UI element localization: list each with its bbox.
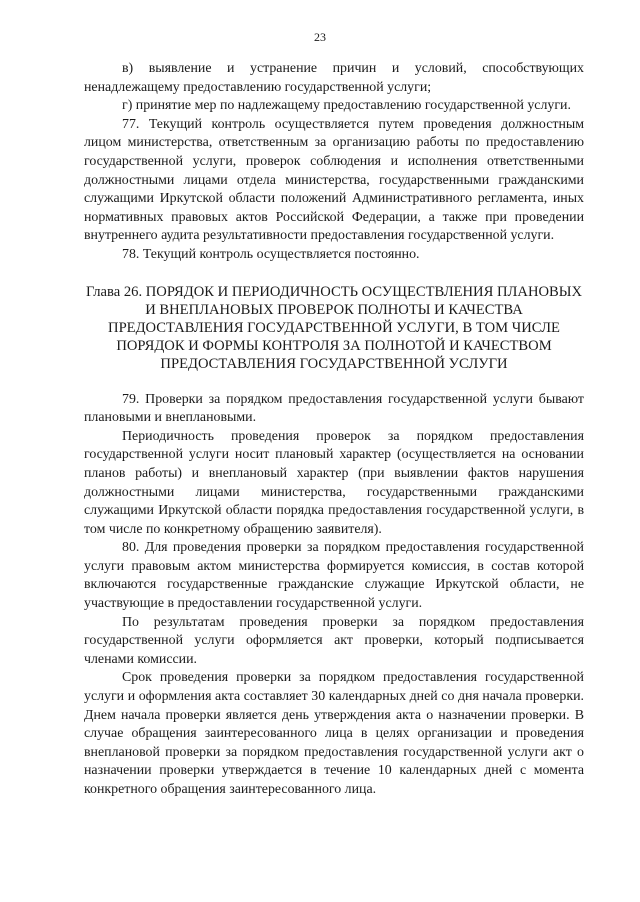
paragraph-79: 79. Проверки за порядком предоставления государственной услуги бывают плановыми и внеплановыми.: [84, 391, 584, 426]
paragraph-term: Срок проведения проверки за порядком предоставления государственной услуги и оформления акта составляет 30 календарных дней со дня начала проверки. Днем начала проверки является день утверждения акта о назначении проверки. В случае обращения заинтересованного лица в целях организации и проведения внеплановой проверки за порядком предоставления государственной услуги акт о назначении проверки утверждается в течение 10 календарных дней с момента конкретного обращения заинтересованного лица.: [84, 670, 584, 797]
paragraph-80: 80. Для проведения проверки за порядком предоставления государственной услуги правовым актом министерства формируется комиссия, в состав которой включаются государственные гражданские служащие Иркутской области, не участвующие в предоставлении государственной услуги.: [84, 540, 584, 612]
paragraph-results: По результатам проведения проверки за порядком предоставления государственной услуги оформляется акт проверки, который подписывается членами комиссии.: [84, 614, 584, 667]
document-body: [84, 60, 584, 800]
chapter-heading: Глава 26. ПОРЯДОК И ПЕРИОДИЧНОСТЬ ОСУЩЕСТВЛЕНИЯ ПЛАНОВЫХ И ВНЕПЛАНОВЫХ ПРОВЕРОК ПОЛНОТЫ И КАЧЕСТВА ПРЕДОСТАВЛЕНИЯ ГОСУДАРСТВЕННОЙ УСЛУГИ, В ТОМ ЧИСЛЕ ПОРЯДОК И ФОРМЫ КОНТРОЛЯ ЗА ПОЛНОТОЙ И КАЧЕСТВОМ ПРЕДОСТАВЛЕНИЯ ГОСУДАРСТВЕННОЙ УСЛУГИ: [85, 283, 583, 372]
paragraph-78: 78. Текущий контроль осуществляется постоянно.: [122, 246, 420, 262]
paragraph-v: в) выявление и устранение причин и условий, способствующих ненадлежащему предоставлению государственной услуги;: [84, 61, 584, 95]
paragraph-g: г) принятие мер по надлежащему предоставлению государственной услуги.: [122, 98, 571, 114]
paragraph-77: 77. Текущий контроль осуществляется путем проведения должностным лицом министерства, ответственным за организацию работы по предоставлению государственной услуги, проверок соблюдения и исполнения ответственными должностными лицами отдела министерства, государственными гражданскими служащими Иркутской области положений Административного регламента, иных нормативных правовых актов Российской Федерации, а также при проведении внутреннего аудита результативности предоставления государственной услуги.: [84, 116, 584, 244]
page-number: 23: [314, 30, 326, 44]
paragraph-periodicity: Периодичность проведения проверок за порядком предоставления государственной услуги носит плановый характер (осуществляется на основании планов работы) и внеплановый характер (при выявлении фактов нарушения должностными лицами министерства, государственными гражданскими служащими Иркутской области порядка предоставления государственной услуги, в том числе по конкретному обращению заявителя).: [84, 428, 584, 537]
